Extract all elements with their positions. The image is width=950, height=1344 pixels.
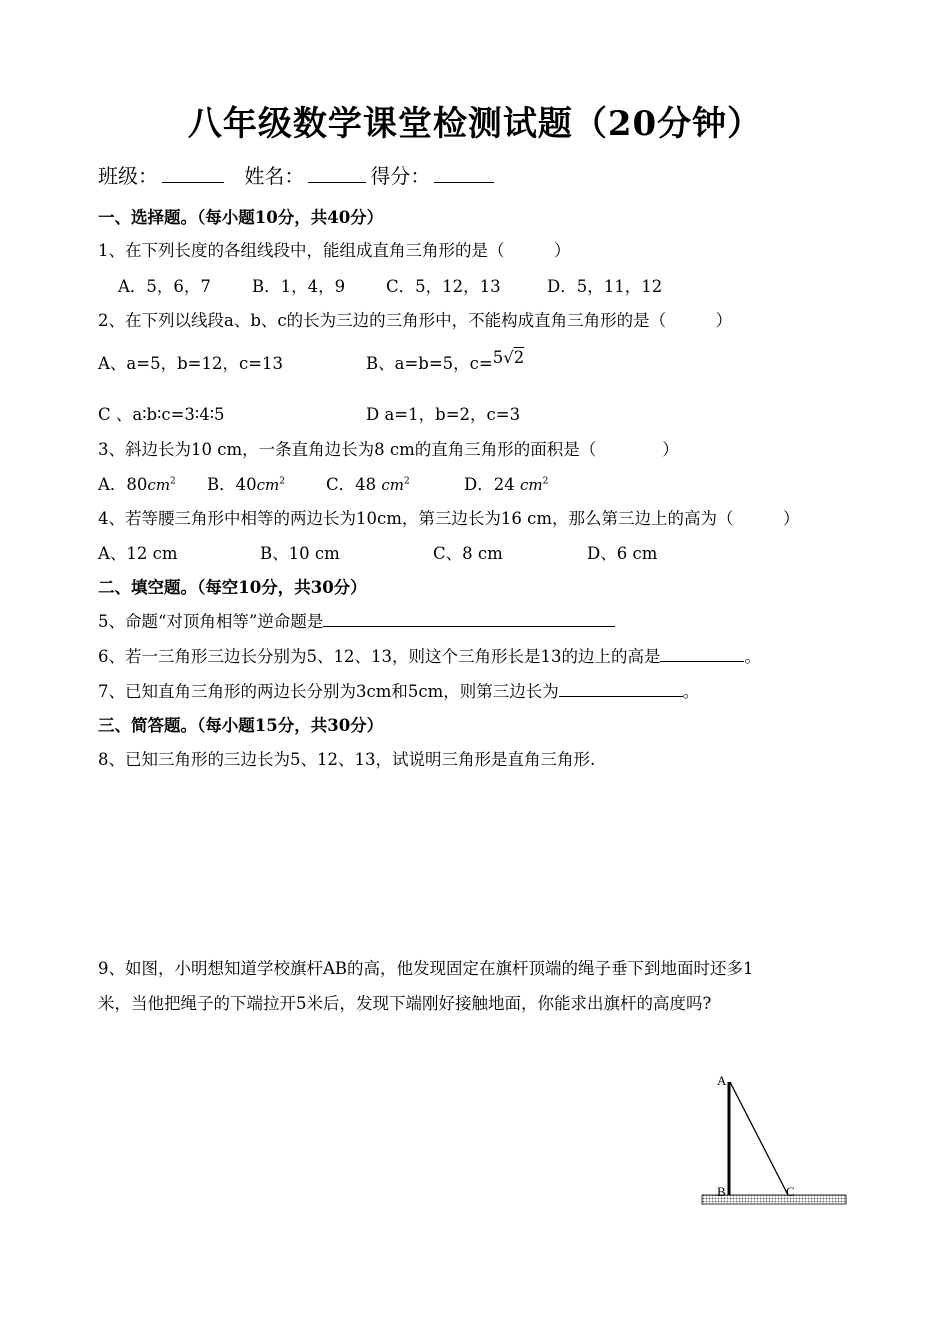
q2-option-a: A、a=5，b=12，c=13 (98, 354, 284, 373)
q2-option-c: C 、a∶b∶c=3∶4∶5 (98, 405, 225, 424)
student-info-row (98, 160, 498, 189)
q3-option-b-label: B．40 (207, 475, 257, 494)
name-blank[interactable] (308, 164, 366, 183)
question-2: 2、在下列以线段a、b、c的长为三边的三角形中，不能构成直角三角形的是（ ） (98, 311, 733, 330)
sqrt-radicand: 2 (513, 348, 525, 367)
question-4: 4、若等腰三角形中相等的两边长为10cm，第三边长为16 cm，那么第三边上的高为（ ） (98, 509, 800, 528)
q3-option-d-label: D．24 (464, 475, 515, 494)
q3-option-d (464, 471, 548, 495)
label-c: C (786, 1184, 795, 1199)
q4-option-d: D、6 cm (587, 544, 658, 563)
score-label: 得分： (370, 164, 431, 188)
q3-option-c-unit: cm (381, 476, 404, 494)
question-6 (98, 643, 761, 667)
q2-option-b-prefix: B、a=b=5，c= (366, 354, 493, 373)
question-3: 3、斜边长为10 cm，一条直角边长为8 cm的直角三角形的面积是（ ） (98, 440, 679, 459)
q3-option-c-exp: 2 (404, 476, 410, 487)
question-5 (98, 608, 615, 632)
q3-option-b-unit: cm (256, 476, 280, 494)
sqrt-coefficient: 5 (492, 348, 504, 367)
name-label: 姓名： (244, 164, 305, 188)
q2-option-d: D a=1，b=2，c=3 (366, 405, 521, 424)
q3-option-a-label: A．80 (98, 475, 148, 494)
question-6-end: 。 (744, 647, 761, 666)
label-b: B (717, 1184, 726, 1199)
section3-heading: 三、简答题。（每小题15分，共30分） (98, 716, 384, 735)
rope-ac (730, 1082, 788, 1195)
q3-option-a-unit: cm (147, 476, 171, 494)
score-blank[interactable] (434, 164, 494, 183)
q3-option-d-unit: cm (519, 476, 543, 494)
class-label: 班级： (98, 164, 158, 188)
flagpole-figure (696, 1068, 852, 1212)
q3-option-a-exp: 2 (170, 476, 176, 487)
label-a: A (717, 1073, 727, 1088)
q4-option-c: C、8 cm (433, 544, 503, 563)
q2-option-b (366, 350, 524, 374)
question-7 (98, 678, 699, 702)
sqrt-expression: 5√2 (492, 348, 525, 367)
q7-answer-blank[interactable] (559, 680, 683, 697)
q1-option-a: A．5，6，7 (118, 277, 211, 296)
q1-option-c: C．5，12，13 (386, 277, 501, 296)
question-1: 1、在下列长度的各组线段中，能组成直角三角形的是（ ） (98, 241, 571, 260)
page-title: 八年级数学课堂检测试题（20分钟） (187, 104, 763, 144)
question-9-line1: 9、如图，小明想知道学校旗杆AB的高，他发现固定在旗杆顶端的绳子垂下到地面时还多1 (98, 959, 754, 978)
q4-option-a: A、12 cm (98, 544, 178, 563)
section2-heading: 二、填空题。（每空10分，共30分） (98, 578, 367, 597)
q3-option-d-exp: 2 (542, 476, 549, 487)
q1-option-b: B．1，4，9 (252, 277, 346, 296)
q4-option-b: B、10 cm (260, 544, 340, 563)
q3-option-b-exp: 2 (279, 476, 285, 487)
q3-option-b (207, 471, 285, 495)
section1-heading: 一、选择题。（每小题10分，共40分） (98, 208, 384, 227)
class-blank[interactable] (162, 164, 224, 183)
q3-option-c-label: C．48 (326, 475, 377, 494)
question-7-end: 。 (682, 682, 700, 701)
q6-answer-blank[interactable] (660, 645, 744, 662)
question-5-text: 5、命题“对顶角相等”逆命题是 (98, 612, 324, 631)
q5-answer-blank[interactable] (323, 610, 615, 627)
question-7-text: 7、已知直角三角形的两边长分别为3cm和5cm，则第三边长为 (98, 682, 559, 701)
q1-option-d: D．5，11，12 (547, 277, 663, 296)
q3-option-c (326, 471, 410, 495)
question-9-line2: 米，当他把绳子的下端拉开5米后，发现下端刚好接触地面，你能求出旗杆的高度吗? (98, 994, 712, 1013)
q3-option-a (98, 471, 176, 495)
question-8: 8、已知三角形的三边长为5、12、13，试说明三角形是直角三角形. (98, 750, 596, 769)
question-6-text: 6、若一三角形三边长分别为5、12、13，则这个三角形长是13的边上的高是 (98, 647, 661, 666)
